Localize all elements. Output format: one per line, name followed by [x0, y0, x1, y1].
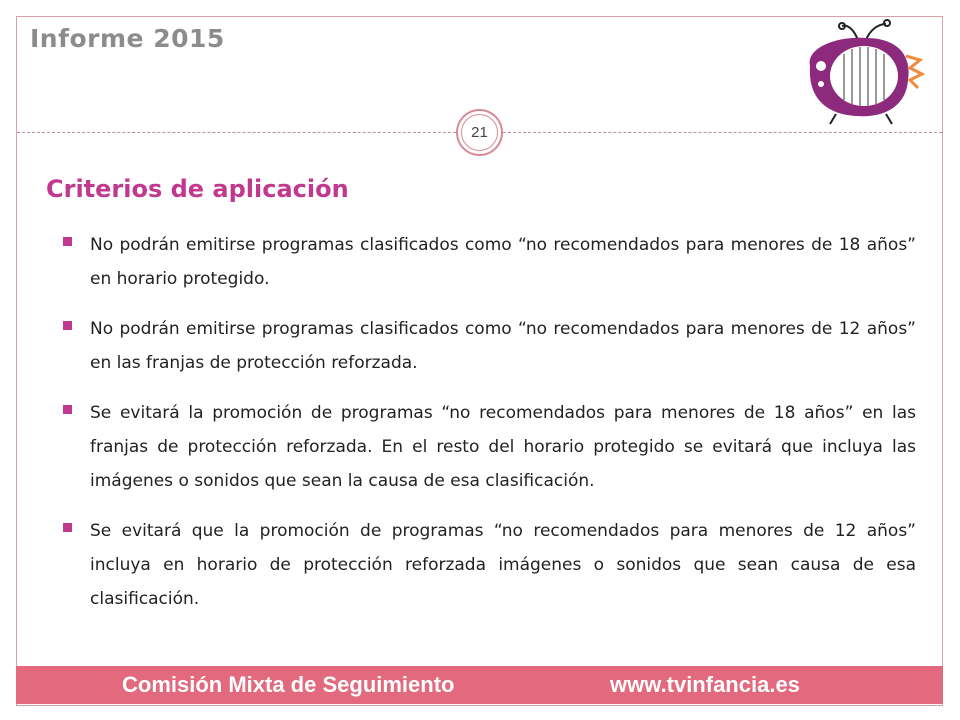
square-bullet-icon: [63, 237, 72, 246]
square-bullet-icon: [63, 523, 72, 532]
square-bullet-icon: [63, 321, 72, 330]
list-item-text: Se evitará la promoción de programas “no recomendados para menores de 18 años” en las franjas de protección reforzada. En el resto del horario protegido se evitará que incluya las imágenes o sonidos que sean la causa de esa clasificación.: [90, 403, 916, 491]
report-title: Informe 2015: [30, 24, 225, 53]
square-bullet-icon: [63, 405, 72, 414]
page-number: 21: [461, 114, 498, 151]
criteria-list: [62, 228, 916, 632]
footer-website-link[interactable]: www.tvinfancia.es: [610, 672, 800, 697]
list-item: [62, 396, 916, 498]
footer-bar: [16, 666, 943, 704]
list-item: [62, 312, 916, 380]
list-item: [62, 514, 916, 616]
footer-organization: Comisión Mixta de Seguimiento: [122, 672, 455, 697]
section-title: Criterios de aplicación: [46, 175, 349, 203]
tv-mascot-icon: [796, 18, 926, 128]
list-item-text: No podrán emitirse programas clasificados como “no recomendados para menores de 18 años” en horario protegido.: [90, 235, 916, 289]
list-item-text: No podrán emitirse programas clasificados como “no recomendados para menores de 12 años” en las franjas de protección reforzada.: [90, 319, 916, 373]
list-item-text: Se evitará que la promoción de programas “no recomendados para menores de 12 años” incluya en horario de protección reforzada imágenes o sonidos que sean causa de esa clasificación.: [90, 521, 916, 609]
list-item: [62, 228, 916, 296]
page-number-badge: [456, 109, 503, 156]
